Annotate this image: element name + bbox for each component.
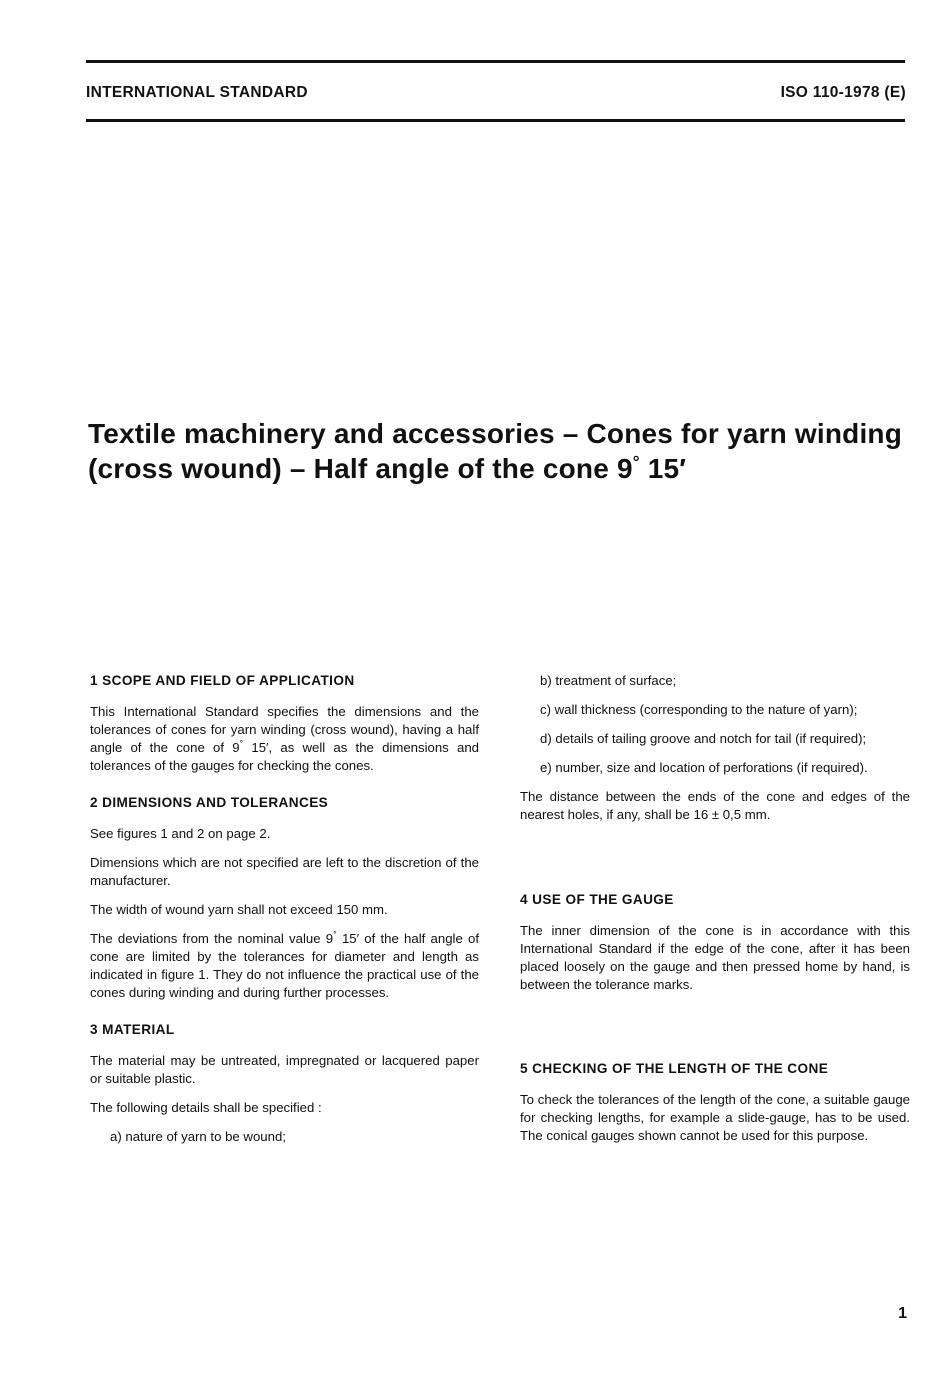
section-2-paragraph-3: The width of wound yarn shall not exceed 150 mm.	[90, 902, 388, 917]
list-item-d: d) details of tailing groove and notch for tail (if required);	[540, 731, 867, 746]
section-3-paragraph-2: The following details shall be specified :	[90, 1100, 322, 1115]
section-2-heading: 2 DIMENSIONS AND TOLERANCES	[90, 795, 329, 810]
standard-number: ISO 110-1978 (E)	[780, 84, 906, 101]
section-3-heading: 3 MATERIAL	[90, 1022, 175, 1037]
section-2-paragraph-4: The deviations from the nominal value 9° 15′ of the half angle of cone are limited by the tolerances for diameter and length as indicated in figure 1. They do not influence the practical use of the cones during winding and during further processes.	[90, 929, 479, 1000]
document-type-label: INTERNATIONAL STANDARD	[86, 84, 308, 101]
section-5-heading: 5 CHECKING OF THE LENGTH OF THE CONE	[520, 1061, 829, 1076]
title-line-1: Textile machinery and accessories – Cones for yarn winding	[88, 418, 903, 449]
section-1-paragraph: This International Standard specifies the dimensions and the tolerances of cones for yarn winding (cross wound), having a half angle of the cone of 9° 15′, as well as the dimensions and tolerances of the gauges for checking the cones.	[90, 704, 479, 773]
section-1-heading: 1 SCOPE AND FIELD OF APPLICATION	[90, 673, 355, 688]
right-column	[520, 672, 910, 1156]
list-item-a: a) nature of yarn to be wound;	[110, 1129, 286, 1144]
document-title	[88, 416, 908, 486]
header-bottom-rule	[86, 119, 905, 122]
list-item-b: b) treatment of surface;	[540, 673, 677, 688]
page-number: 1	[898, 1305, 907, 1322]
title-line-2: (cross wound) – Half angle of the cone 9° 15′	[88, 452, 687, 484]
section-4-heading: 4 USE OF THE GAUGE	[520, 892, 674, 907]
header-top-rule	[86, 60, 905, 63]
left-column	[90, 672, 479, 1157]
section-3-paragraph-3: The distance between the ends of the cone and edges of the nearest holes, if any, shall be 16 ± 0,5 mm.	[520, 789, 910, 822]
list-item-c: c) wall thickness (corresponding to the nature of yarn);	[540, 702, 858, 717]
section-2-paragraph-1: See figures 1 and 2 on page 2.	[90, 826, 271, 841]
section-3-paragraph-1: The material may be untreated, impregnated or lacquered paper or suitable plastic.	[90, 1053, 479, 1086]
section-4-paragraph: The inner dimension of the cone is in accordance with this International Standard if the edge of the cone, after it has been placed loosely on the gauge and then pressed home by hand, is between the tolerance marks.	[520, 923, 910, 992]
section-5-paragraph: To check the tolerances of the length of the cone, a suitable gauge for checking lengths, for example a slide-gauge, has to be used. The conical gauges shown cannot be used for this purpose.	[520, 1092, 910, 1143]
list-item-e: e) number, size and location of perforations (if required).	[540, 760, 868, 775]
section-2-paragraph-2: Dimensions which are not specified are left to the discretion of the manufacturer.	[90, 855, 479, 888]
